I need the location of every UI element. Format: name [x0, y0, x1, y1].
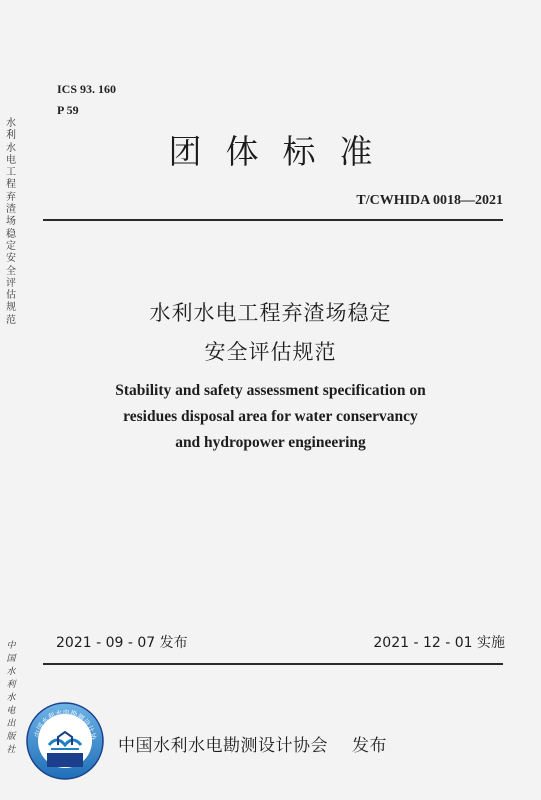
title-en-line3: and hydropower engineering — [175, 434, 366, 451]
organization-name: 中国水利水电勘测设计协会 — [118, 736, 328, 756]
association-logo-icon — [25, 701, 105, 781]
title-en-line2: residues disposal area for water conservancy — [123, 408, 418, 425]
title-cn-line2: 安全评估规范 — [204, 340, 337, 364]
spine-publisher: 中国水利水电出版社 — [6, 641, 16, 755]
standard-code: T/CWHIDA 0018—2021 — [356, 193, 503, 208]
title-en — [0, 378, 541, 456]
publish-date: 2021 - 09 - 07 发布 — [56, 635, 188, 651]
top-divider — [43, 219, 503, 221]
publish-action: 发布 — [352, 736, 387, 756]
implementation-date: 2021 - 12 - 01 实施 — [373, 635, 505, 651]
title-en-line1: Stability and safety assessment specification on — [115, 382, 426, 399]
issuing-organization — [118, 731, 387, 756]
title-cn-line1: 水利水电工程弃渣场稳定 — [149, 301, 392, 325]
logo-ring-text: 中国水利水电勘测设计协 — [33, 708, 98, 741]
classification-code: P 59 — [57, 103, 79, 117]
standard-type-heading: 团体标准 — [168, 132, 397, 171]
spine-title: 水利水电工程弃渣场稳定安全评估规范 — [6, 118, 16, 326]
bottom-divider — [43, 663, 503, 665]
ics-code: ICS 93. 160 — [57, 82, 117, 96]
